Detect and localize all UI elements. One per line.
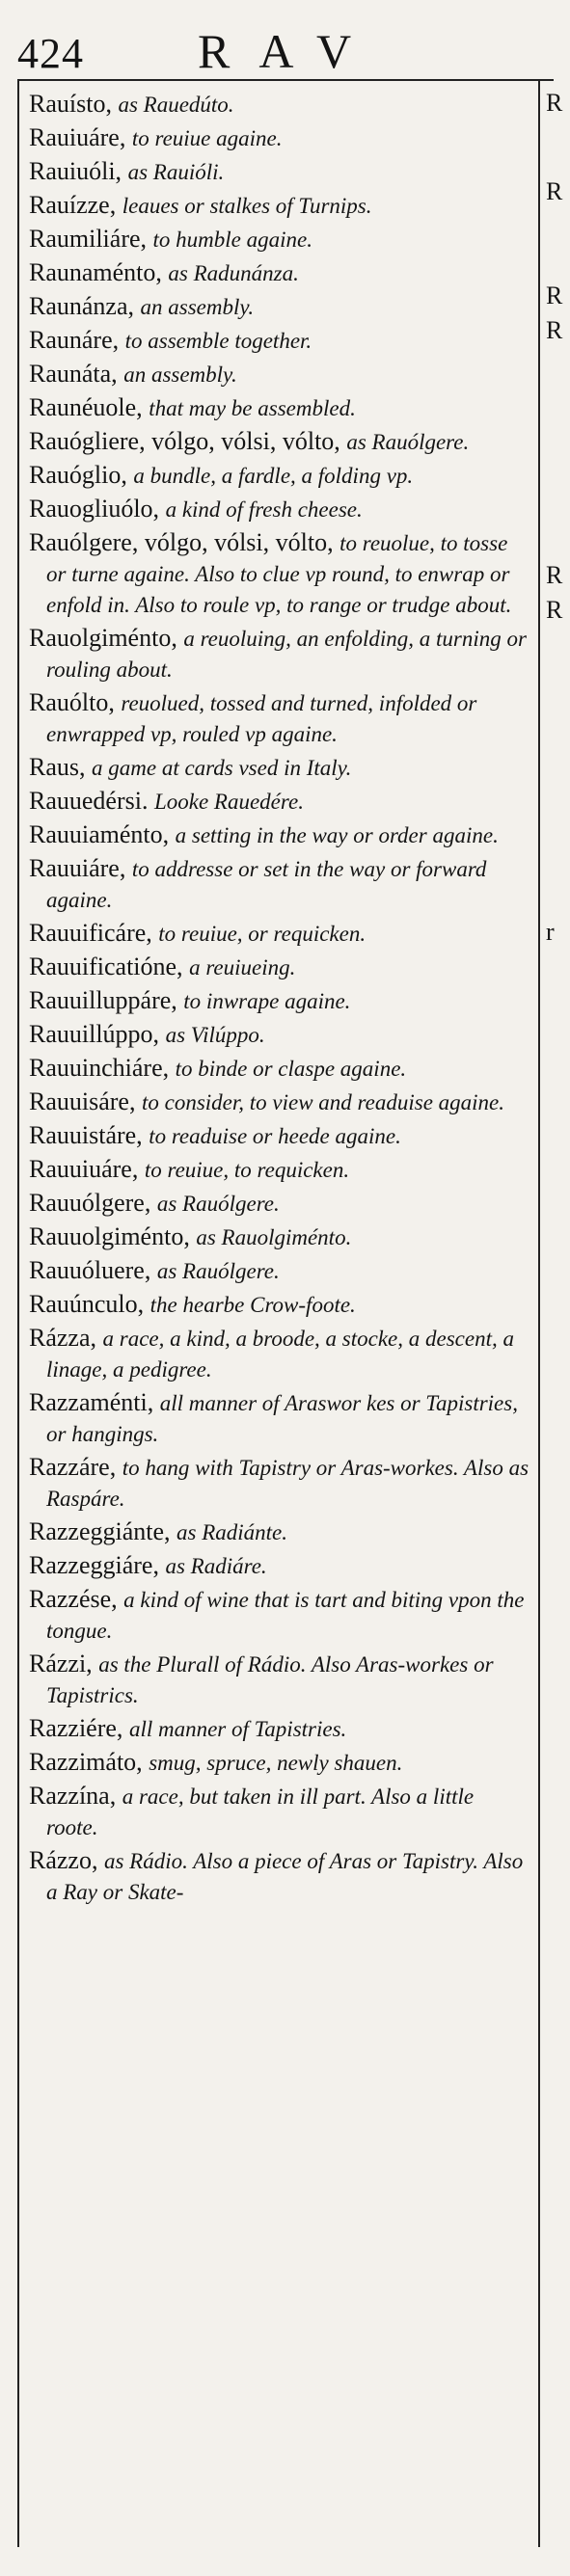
entry-definition: to humble againe. [152, 228, 312, 252]
dictionary-entry [29, 918, 530, 949]
dictionary-entry [29, 291, 530, 322]
entry-definition: as Rauolgiménto. [196, 1225, 352, 1249]
dictionary-entry [29, 1713, 530, 1744]
entry-definition: as Rauólgere. [346, 430, 470, 454]
left-column-rule [17, 79, 19, 2547]
dictionary-entry [29, 89, 530, 120]
dictionary-entry [29, 1053, 530, 1084]
entry-headword: Rauiuáre, [29, 123, 126, 151]
entry-headword: Rauuiáre, [29, 854, 126, 882]
entry-definition: to reuiue, or requicken. [158, 922, 366, 946]
entry-definition: as Rauólgere. [156, 1259, 280, 1283]
entry-definition: a race, a kind, a broode, a stocke, a descent, a linage, a pedigree. [46, 1327, 514, 1382]
entry-headword: Rázzo, [29, 1846, 98, 1874]
entry-definition: all manner of Araswor kes or Tapistries, or hangings. [46, 1391, 518, 1446]
entry-headword: Raunáre, [29, 326, 120, 354]
entry-definition: smug, spruce, newly shauen. [149, 1751, 403, 1775]
fragment-letter: R [546, 89, 563, 117]
entry-definition: as Rauedúto. [118, 93, 234, 117]
dictionary-entry [29, 359, 530, 389]
dictionary-entry [29, 1584, 530, 1646]
dictionary-entry [29, 1120, 530, 1151]
entry-definition: Looke Rauedére. [153, 790, 304, 814]
entry-headword: Rauuóluere, [29, 1256, 151, 1284]
entry-definition: a reuiueing. [189, 955, 296, 979]
entry-headword: Raunánza, [29, 292, 135, 320]
entry-headword: Rauuedérsi. [29, 787, 149, 815]
dictionary-entry [29, 494, 530, 524]
dictionary-entry [29, 224, 530, 255]
entry-headword: Rauólto, [29, 688, 115, 716]
entry-headword: Razzaménti, [29, 1388, 154, 1416]
dictionary-entry [29, 527, 530, 620]
column-divider-rule [538, 79, 540, 2547]
entry-headword: Rauuistáre, [29, 1121, 143, 1149]
entry-definition: a reuoluing, an enfolding, a turning or rouling about. [46, 627, 527, 682]
entry-definition: an assembly. [123, 362, 237, 387]
entry-definition: as Radiáre. [165, 1554, 267, 1578]
fragment-letter: R [546, 596, 563, 624]
entry-headword: Raunéuole, [29, 393, 143, 421]
dictionary-entry [29, 257, 530, 288]
entry-headword: Rauogliuólo, [29, 495, 160, 523]
fragment-letter: R [546, 177, 563, 205]
entry-definition: to inwrape againe. [183, 989, 351, 1013]
dictionary-entry [29, 1087, 530, 1117]
entry-definition: a kind of fresh cheese. [165, 497, 363, 522]
dictionary-entry [29, 1323, 530, 1384]
dictionary-entry [29, 1516, 530, 1547]
fragment-letter: R [546, 316, 563, 344]
entry-headword: Rázza, [29, 1324, 97, 1352]
fragment-letter: R [546, 282, 563, 309]
dictionary-entry [29, 985, 530, 1016]
entry-definition: an assembly. [140, 295, 255, 319]
entry-definition: to readuise or heede againe. [149, 1124, 401, 1148]
entry-headword: Rauolgiménto, [29, 624, 177, 652]
entry-definition: leaues or stalkes of Turnips. [122, 194, 372, 218]
dictionary-entry [29, 1550, 530, 1581]
dictionary-entry [29, 1845, 530, 1907]
entry-definition: to addresse or set in the way or forward againe. [46, 857, 487, 912]
entry-headword: Razzeggiánte, [29, 1517, 171, 1545]
entry-headword: Razzimáto, [29, 1748, 143, 1776]
entry-headword: Rauuillúppo, [29, 1020, 160, 1048]
page-number: 424 [17, 30, 84, 77]
dictionary-entry [29, 1255, 530, 1286]
running-head: RAV [198, 24, 381, 78]
dictionary-entry [29, 1747, 530, 1778]
entry-headword: Rauuólgere, [29, 1189, 151, 1217]
entry-definition: as Vilúppo. [165, 1023, 265, 1047]
entry-definition: as the Plurall of Rádio. Also Aras-workes or Tapistrics. [46, 1652, 494, 1707]
dictionary-entry [29, 786, 530, 817]
entry-headword: Raunáta, [29, 360, 118, 388]
dictionary-entry [29, 1387, 530, 1449]
entry-headword: Rauuificáre, [29, 919, 152, 947]
entry-headword: Rauólgere, vólgo, vólsi, vólto, [29, 528, 334, 556]
dictionary-entry [29, 1154, 530, 1185]
header-rule [17, 79, 554, 81]
page-header [0, 17, 570, 85]
dictionary-column [29, 89, 530, 1910]
dictionary-entry [29, 190, 530, 221]
entry-headword: Raumiliáre, [29, 225, 148, 253]
entry-headword: Rauuilluppáre, [29, 986, 177, 1014]
dictionary-entry [29, 1188, 530, 1219]
entry-definition: as Rauióli. [127, 160, 225, 184]
dictionary-entry [29, 392, 530, 423]
entry-headword: Rauuinchiáre, [29, 1054, 170, 1082]
dictionary-entry [29, 1289, 530, 1320]
fragment-letter: r [546, 918, 555, 946]
entry-definition: a setting in the way or order againe. [175, 823, 499, 847]
dictionary-entry [29, 853, 530, 915]
entry-headword: Rázzi, [29, 1650, 93, 1677]
dictionary-entry [29, 156, 530, 187]
entry-definition: as Radunánza. [168, 261, 299, 285]
entry-headword: Razzése, [29, 1585, 118, 1613]
dictionary-entry [29, 1019, 530, 1050]
entry-headword: Rauízze, [29, 191, 117, 219]
entry-definition: as Rauólgere. [156, 1192, 280, 1216]
entry-definition: as Rádio. Also a piece of Aras or Tapistry. Also a Ray or Skate- [46, 1849, 524, 1904]
entry-definition: to reuolue, to tosse or turne againe. Also to clue vp round, to enwrap or enfold in. Also to roule vp, to range or trudge about. [46, 531, 512, 617]
entry-definition: to binde or claspe againe. [175, 1057, 407, 1081]
dictionary-entry [29, 1781, 530, 1842]
dictionary-entry [29, 752, 530, 783]
dictionary-entry [29, 1452, 530, 1514]
dictionary-entry [29, 460, 530, 491]
entry-headword: Rauuificatióne, [29, 953, 183, 980]
dictionary-entry [29, 325, 530, 356]
entry-definition: to consider, to view and readuise againe. [141, 1090, 505, 1114]
entry-headword: Rauuolgiménto, [29, 1222, 190, 1250]
entry-headword: Razzáre, [29, 1453, 117, 1481]
entry-headword: Razzeggiáre, [29, 1551, 159, 1579]
entry-definition: to reuiue, to requicken. [144, 1158, 350, 1182]
adjacent-column-fragment [546, 89, 570, 2557]
entry-headword: Rauiuóli, [29, 157, 122, 185]
entry-headword: Rauúnculo, [29, 1290, 145, 1318]
entry-definition: a bundle, a fardle, a folding vp. [133, 464, 414, 488]
entry-definition: to reuiue againe. [131, 126, 283, 150]
entry-definition: all manner of Tapistries. [128, 1717, 347, 1741]
dictionary-entry [29, 952, 530, 982]
entry-headword: Rauuiuáre, [29, 1155, 139, 1183]
entry-headword: Raunaménto, [29, 258, 162, 286]
entry-definition: that may be assembled. [149, 396, 356, 420]
entry-definition: a game at cards vsed in Italy. [92, 756, 352, 780]
dictionary-entry [29, 1649, 530, 1710]
dictionary-entry [29, 819, 530, 850]
dictionary-entry [29, 426, 530, 457]
entry-definition: as Radiánte. [176, 1520, 288, 1544]
entry-definition: to hang with Tapistry or Aras-workes. Also as Raspáre. [46, 1456, 529, 1511]
entry-definition: the hearbe Crow-foote. [149, 1293, 356, 1317]
dictionary-entry [29, 623, 530, 684]
entry-definition: to assemble together. [124, 329, 312, 353]
dictionary-entry [29, 122, 530, 153]
entry-headword: Rauógliere, vólgo, vólsi, vólto, [29, 427, 340, 455]
entry-headword: Raus, [29, 753, 86, 781]
entry-definition: reuolued, tossed and turned, infolded or enwrapped vp, rouled vp againe. [46, 691, 477, 746]
dictionary-entry [29, 1221, 530, 1252]
entry-headword: Razzína, [29, 1782, 117, 1810]
entry-headword: Rauóglio, [29, 461, 127, 489]
entry-headword: Rauuisáre, [29, 1087, 136, 1115]
entry-headword: Rauuiaménto, [29, 820, 170, 848]
entry-definition: a kind of wine that is tart and biting vpon the tongue. [46, 1588, 525, 1643]
fragment-letter: R [546, 561, 563, 589]
dictionary-entry [29, 687, 530, 749]
entry-headword: Razziére, [29, 1714, 123, 1742]
entry-headword: Rauísto, [29, 90, 112, 118]
entry-definition: a race, but taken in ill part. Also a little roote. [46, 1784, 475, 1839]
